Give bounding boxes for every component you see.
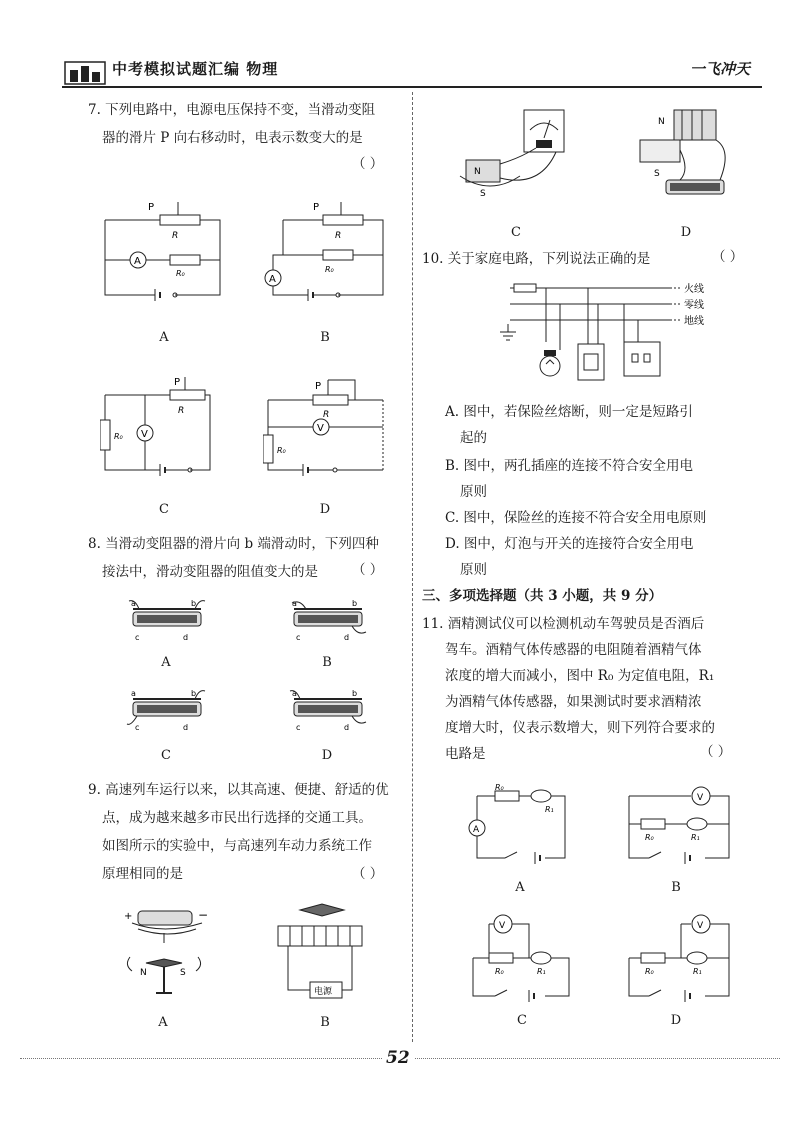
header-rule (62, 86, 762, 88)
svg-text:a: a (292, 689, 297, 698)
svg-text:R₁: R₁ (545, 805, 554, 814)
svg-text:P: P (174, 377, 181, 388)
svg-text:S: S (180, 968, 186, 978)
q11-option-c: C (517, 1013, 527, 1028)
q11-circuit-b (625, 782, 740, 864)
q11-line2: 驾车。酒精气体传感器的电阻随着酒精气体 (445, 642, 702, 658)
q8-bracket: （ ） (352, 562, 384, 578)
live-wire-label: 火线 (684, 284, 704, 295)
q9-option-c: C (511, 225, 521, 240)
q7-circuit-a (100, 200, 230, 305)
q7-option-b: B (320, 330, 330, 345)
svg-text:c: c (296, 633, 301, 642)
q11-line4: 为酒精气体传感器，如果测试时要求酒精浓 (445, 694, 702, 710)
header-brand: 一飞冲天 (690, 60, 751, 78)
svg-text:−: − (198, 908, 209, 922)
svg-text:b: b (191, 689, 197, 698)
svg-text:R₀: R₀ (114, 432, 123, 441)
column-divider (412, 92, 413, 1042)
q8-rheostat-d (286, 688, 371, 733)
q9-line2: 点，成为越来越多市民出行选择的交通工具。 (102, 810, 372, 826)
q7-circuit-b (263, 200, 393, 305)
q9-bracket: （ ） (352, 866, 384, 882)
svg-text:c: c (135, 633, 140, 642)
q7-option-a: A (159, 330, 169, 345)
q11-line3: 浓度的增大而减小，图中 R₀ 为定值电阻，R₁ (445, 668, 715, 684)
q11-circuit-d (625, 912, 740, 1002)
q8-option-d: D (321, 748, 333, 763)
q11-line6: 电路是 (445, 746, 486, 762)
svg-text:d: d (183, 633, 189, 642)
q11-option-a: A (515, 880, 525, 895)
q8-option-a: A (161, 655, 171, 670)
svg-text:b: b (352, 689, 358, 698)
q10-bracket: （ ） (712, 249, 744, 265)
q10-choice-b2: 原则 (460, 484, 487, 500)
svg-text:A: A (473, 825, 480, 835)
svg-text:P: P (148, 202, 155, 213)
svg-text:S: S (480, 189, 486, 199)
svg-text:a: a (131, 689, 136, 698)
header-title: 中考模拟试题汇编 物理 (112, 60, 279, 78)
page-number: 52 (382, 1048, 414, 1068)
svg-text:c: c (296, 723, 301, 732)
logo-icon (64, 58, 106, 86)
q8-line2: 接法中，滑动变阻器的阻值变大的是 (102, 564, 318, 580)
svg-text:R₁: R₁ (537, 967, 546, 976)
svg-text:R₀: R₀ (495, 783, 504, 792)
q9-line3: 如图所示的实验中，与高速列车动力系统工作 (102, 838, 372, 854)
q9-option-b: B (320, 1015, 330, 1030)
q11-circuit-a (465, 782, 575, 864)
q10-choice-d2: 原则 (460, 562, 487, 578)
q11-circuit-c (465, 912, 580, 1002)
q8-rheostat-b (286, 598, 371, 643)
q8-option-b: B (322, 655, 332, 670)
svg-text:N: N (658, 117, 665, 127)
q9-figure-c (456, 100, 576, 215)
svg-text:V: V (141, 429, 148, 440)
q7-option-c: C (159, 502, 169, 517)
svg-text:d: d (344, 723, 350, 732)
ground-wire-label: 地线 (684, 316, 704, 327)
svg-text:R: R (172, 231, 179, 241)
svg-text:R: R (323, 410, 330, 420)
svg-text:R: R (178, 406, 185, 416)
svg-text:A: A (134, 256, 141, 267)
svg-text:d: d (344, 633, 350, 642)
q7-option-d: D (319, 502, 331, 517)
q10-home-circuit (490, 278, 760, 390)
svg-text:N: N (474, 167, 481, 177)
q10-line1: 10. 关于家庭电路，下列说法正确的是 (422, 251, 651, 267)
q7-line2: 器的滑片 P 向右移动时，电表示数变大的是 (102, 130, 363, 146)
svg-text:R₀: R₀ (645, 967, 654, 976)
svg-text:A: A (269, 274, 276, 285)
svg-text:V: V (697, 921, 704, 931)
svg-text:R₀: R₀ (325, 265, 334, 274)
q9-line4: 原理相同的是 (102, 866, 183, 882)
q11-line5: 度增大时，仪表示数增大，则下列符合要求的 (445, 720, 715, 736)
svg-text:R₀: R₀ (495, 967, 504, 976)
neutral-wire-label: 零线 (684, 300, 704, 311)
q8-rheostat-c (125, 688, 210, 733)
q9-line1: 9. 高速列车运行以来，以其高速、便捷、舒适的优 (88, 782, 389, 798)
svg-text:N: N (140, 968, 147, 978)
q10-choice-a1: A. 图中，若保险丝熔断，则一定是短路引 (445, 404, 693, 420)
svg-text:c: c (135, 723, 140, 732)
q11-bracket: （ ） (700, 744, 732, 760)
q10-choice-d1: D. 图中，灯泡与开关的连接符合安全用电 (445, 536, 694, 552)
svg-text:R₀: R₀ (277, 446, 286, 455)
q9-option-d: D (680, 225, 692, 240)
q11-line1: 11. 酒精测试仪可以检测机动车驾驶员是否酒后 (422, 616, 705, 632)
svg-text:V: V (499, 921, 506, 931)
q7-line1: 7. 下列电路中，电源电压保持不变，当滑动变阻 (88, 102, 376, 118)
q8-line1: 8. 当滑动变阻器的滑片向 b 端滑动时，下列四种 (88, 536, 379, 552)
svg-text:S: S (654, 169, 660, 179)
svg-text:R₀: R₀ (176, 269, 185, 278)
svg-text:R₁: R₁ (693, 967, 702, 976)
section-3-heading: 三、多项选择题（共 3 小题，共 9 分） (422, 588, 663, 604)
q8-option-c: C (161, 748, 171, 763)
q10-choice-a2: 起的 (460, 430, 487, 446)
svg-text:b: b (191, 599, 197, 608)
svg-text:P: P (313, 202, 320, 213)
q10-choice-c: C. 图中，保险丝的连接不符合安全用电原则 (445, 510, 707, 526)
svg-text:P: P (315, 381, 322, 392)
q8-rheostat-a (125, 598, 210, 643)
q9-option-a: A (158, 1015, 168, 1030)
q7-circuit-c (100, 375, 230, 480)
svg-text:R₁: R₁ (691, 833, 700, 842)
q7-bracket: （ ） (352, 156, 384, 172)
svg-text:R₀: R₀ (645, 833, 654, 842)
svg-text:V: V (317, 423, 324, 434)
svg-text:d: d (183, 723, 189, 732)
q9-figure-b (270, 898, 375, 1003)
svg-text:R: R (335, 231, 342, 241)
q10-choice-b1: B. 图中，两孔插座的连接不符合安全用电 (445, 458, 694, 474)
svg-text:a: a (292, 599, 297, 608)
svg-text:a: a (131, 599, 136, 608)
q9-figure-d (630, 100, 740, 215)
q11-option-d: D (670, 1013, 682, 1028)
q9-power-label: 电源 (314, 987, 333, 997)
svg-text:b: b (352, 599, 358, 608)
q11-option-b: B (671, 880, 681, 895)
svg-text:V: V (697, 793, 704, 803)
q9-figure-a (118, 905, 218, 1000)
q7-circuit-d (263, 375, 393, 480)
svg-text:+: + (124, 911, 133, 922)
